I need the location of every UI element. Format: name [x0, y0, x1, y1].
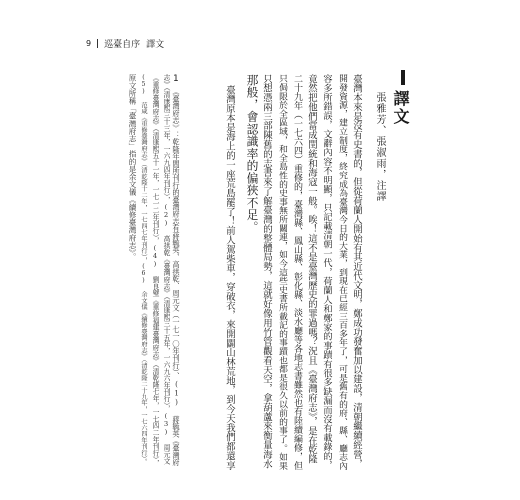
translator-byline: 張雅芳、張淑雨，注譯: [374, 92, 385, 202]
footnote-column-5: 原文所稱「臺灣府志」指的是余文儀《續修臺灣府志》。: [128, 74, 137, 261]
section-title: 譯文: [391, 90, 410, 126]
body-column-2: 開發資源，建立制度，終究成為臺灣今日的大業，到現在已經三百多年了，可是舊有的府、縣、廳志內: [337, 74, 347, 470]
body-column-6: 只侷限於全區域，和全島性的史事無所關連，如今這些史書所載記的事蹟也都是很久以前的事了。如果: [277, 74, 287, 470]
book-title: 巡臺自序: [104, 39, 141, 50]
body-column-1: 臺灣本來是沒有史書的，但從荷蘭人開始有其近代文明，鄭成功發奮加以建設，清朝繼續經營，: [351, 74, 362, 469]
footnote-number: 1: [173, 74, 179, 84]
page-number: 9: [86, 38, 92, 48]
footnote-column-4: (5) 范咸《重修臺灣府志》（清乾隆十二年，一七四七年刊行），(6) 余文儀《續修臺灣府志》（清乾隆二十九年，一七六四年刊行）。: [140, 74, 147, 465]
body-column-5: 二十九年（一七六四）重修的，臺灣縣、鳳山縣、彰化縣、淡水廳等各地志書雖然也有陸續編修，但: [292, 74, 302, 470]
body-column-7: 只想憑兩三部陳舊的志書來了解臺灣的整體局勢，這就好像用竹管觀看天空，拿葫蘆來衡量海水: [261, 74, 272, 469]
running-header: [86, 36, 164, 50]
body-column-3: 容多所錯誤，文辭內容不明顯，只記載清朝一代，荷蘭人和鄭家的事蹟有很多缺漏而沒有載錄的，: [321, 74, 332, 470]
title-marker: [401, 70, 405, 85]
footnote-column-3: 《重修臺灣府志》（清康熙五十一年，一七一二年刊行），(4) 劉良璧《重修福建臺灣府志》（清乾隆七年，一七四二年刊行），: [151, 74, 159, 467]
footnote-column-1: 《臺灣府志》：乾隆年間所刊行的臺灣府志有蔣毓英、高拱乾、周元文（一七一〇年刊行）、(1) 蔣毓英《臺灣府: [172, 88, 181, 466]
header-divider: [97, 39, 98, 48]
section-name: 譯文: [146, 39, 165, 50]
footnote-column-2: 志》（清康熙三十三年，一六九四年刊行），(2) 高拱乾《臺灣府志》（清康熙三十五年，一六九六年刊行），(3) 周元文: [162, 74, 170, 465]
body-column-9: 臺灣原本是海上的一座荒島罷了！前人駕柴車，穿破衣，來開闢山林荒地，到今天我們都還享: [224, 85, 235, 470]
body-column-8: 那般，會認識率的偏狹不足。: [245, 74, 259, 234]
body-column-4: 竟然把他們當成閏統和海寇一般。唉！這不是臺灣歷史的罪過嗎？況且《臺灣府志》，是在乾隆: [306, 74, 317, 464]
